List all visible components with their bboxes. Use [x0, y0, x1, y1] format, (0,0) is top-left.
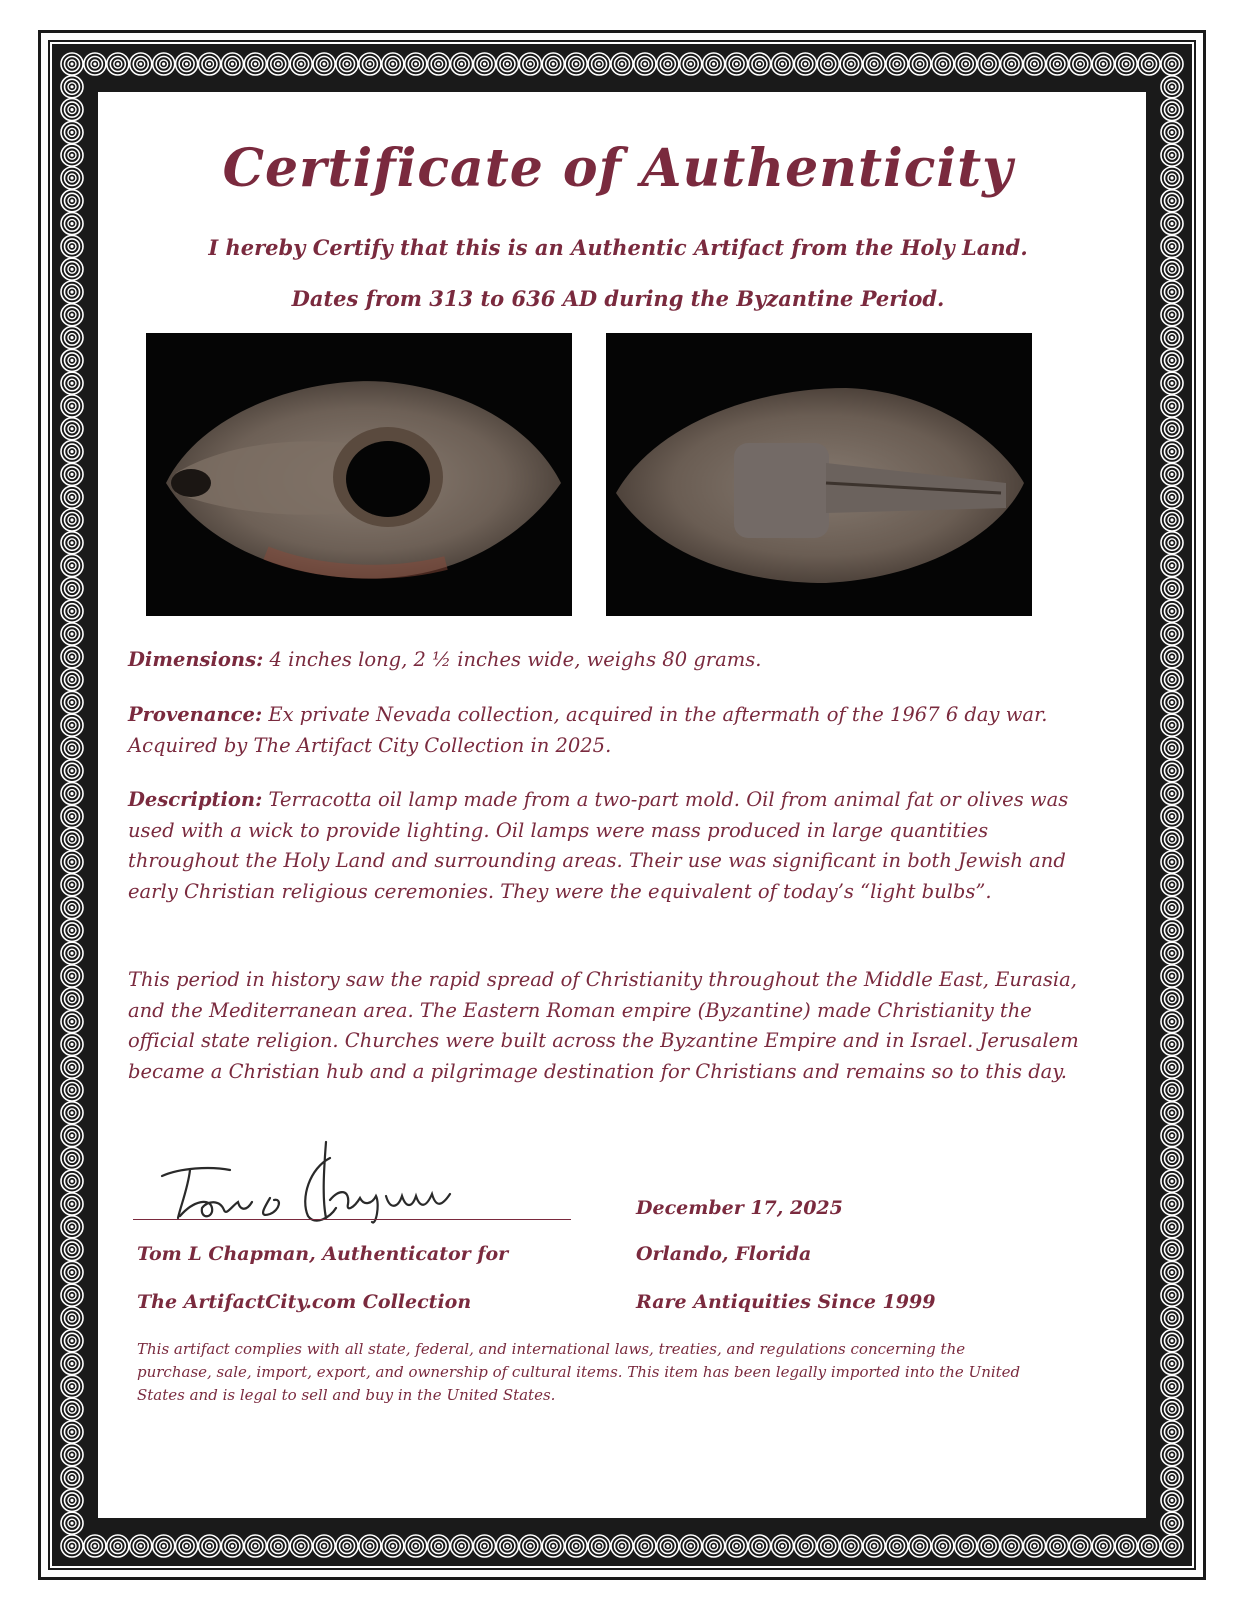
- provenance-text: Ex private Nevada collection, acquired in the aftermath of the 1967 6 day war. Acquired by The Artifact City Collection in 2025.: [128, 703, 1048, 757]
- certification-statement: I hereby Certify that this is an Authentic Artifact from the Holy Land.: [208, 235, 1028, 260]
- description-text: Terracotta oil lamp made from a two-part mold. Oil from animal fat or olives was used with a wick to provide lighting. Oil lamps were mass produced in large quantities throughout the Holy Land and surrounding areas. Their use was significant in both Jewish and early Christian religious ceremonies. They were the equivalent of today’s “light bulbs”.: [128, 788, 1069, 903]
- dimensions-section: [128, 645, 1088, 676]
- dimensions-text: 4 inches long, 2 ½ inches wide, weighs 80 grams.: [263, 648, 762, 671]
- certificate-date: December 17, 2025: [636, 1197, 843, 1219]
- authenticator-organization: The ArtifactCity.com Collection: [137, 1291, 472, 1313]
- oil-lamp-bottom-photo: [606, 333, 1032, 616]
- description-section: [128, 785, 1088, 907]
- handwritten-signature: [150, 1138, 470, 1228]
- dating-statement: Dates from 313 to 636 AD during the Byzantine Period.: [291, 286, 945, 311]
- dimensions-label: Dimensions:: [128, 648, 264, 671]
- description-label: Description:: [128, 788, 263, 811]
- provenance-section: [128, 700, 1088, 761]
- certificate-location: Orlando, Florida: [636, 1243, 812, 1265]
- oil-lamp-top-photo: [146, 333, 572, 616]
- provenance-label: Provenance:: [128, 703, 263, 726]
- company-tagline: Rare Antiquities Since 1999: [636, 1291, 936, 1313]
- certificate-title: Certificate of Authenticity: [222, 138, 1014, 199]
- legal-disclaimer: This artifact complies with all state, federal, and international laws, treaties, and regulations concerning the purchase, sale, import, export, and ownership of cultural items. This item has been legally imported into the United States and is legal to sell and buy in the United States.: [137, 1340, 1021, 1404]
- history-paragraph: This period in history saw the rapid spread of Christianity throughout the Middle East, Eurasia, and the Mediterranean area. The Eastern Roman empire (Byzantine) made Christianity the official state religion. Churches were built across the Byzantine Empire and in Israel. Jerusalem became a Christian hub and a pilgrimage destination for Christians and remains so to this day.: [128, 968, 1079, 1083]
- signature-line: [133, 1219, 571, 1220]
- authenticator-name: Tom L Chapman, Authenticator for: [137, 1243, 509, 1265]
